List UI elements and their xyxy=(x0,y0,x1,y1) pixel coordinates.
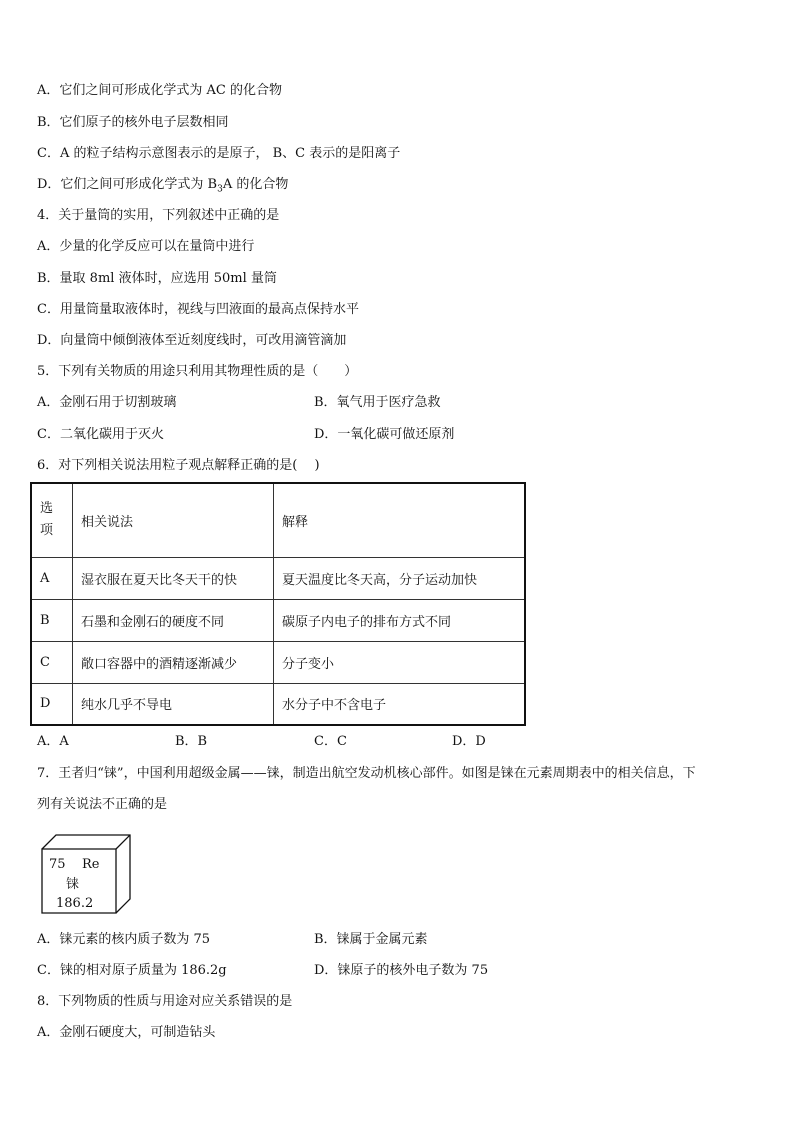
q3-option-b: B．它们原子的核外电子层数相同 xyxy=(37,115,229,130)
q7-stem-line2: 列有关说法不正确的是 xyxy=(37,797,168,812)
element-symbol: Re xyxy=(82,857,100,872)
row-option: C xyxy=(31,641,73,683)
table-row xyxy=(31,599,525,641)
element-cell-figure xyxy=(34,833,134,918)
q7-option-b: B．铼属于金属元素 xyxy=(314,932,428,947)
header-option-line1: 选 xyxy=(40,501,54,517)
q5-option-b: B．氧气用于医疗急救 xyxy=(314,395,441,410)
q8-stem: 8．下列物质的性质与用途对应关系错误的是 xyxy=(37,994,293,1009)
q6-stem: 6．对下列相关说法用粒子观点解释正确的是( ) xyxy=(37,458,320,473)
row-option: A xyxy=(31,557,73,599)
q7-option-a: A．铼元素的核内质子数为 75 xyxy=(37,932,211,947)
element-atomic-number: 75 xyxy=(49,857,66,872)
q6-table xyxy=(30,482,526,726)
q3-option-c: C．A 的粒子结构示意图表示的是原子， B、C 表示的是阳离子 xyxy=(37,146,401,161)
row-explanation: 水分子中不含电子 xyxy=(274,683,526,725)
q3-option-d xyxy=(37,176,288,199)
q3-option-d-subscript: 3 xyxy=(217,184,223,195)
q7-option-c: C．铼的相对原子质量为 186.2g xyxy=(37,963,227,978)
q3-option-a: A．它们之间可形成化学式为 AC 的化合物 xyxy=(37,83,282,98)
row-option: B xyxy=(31,599,73,641)
q6-option-a: A．A xyxy=(37,734,69,749)
row-statement: 湿衣服在夏天比冬天干的快 xyxy=(73,557,274,599)
q3-option-d-text: D．它们之间可形成化学式为 B xyxy=(37,177,218,192)
q5-option-d: D．一氧化碳可做还原剂 xyxy=(314,427,455,442)
row-statement: 敞口容器中的酒精逐渐减少 xyxy=(73,641,274,683)
q6-option-d: D．D xyxy=(452,734,486,749)
header-explanation-cell: 解释 xyxy=(274,483,526,557)
q5-option-c: C．二氧化碳用于灭火 xyxy=(37,427,164,442)
table-row xyxy=(31,683,525,725)
q7-option-d: D．铼原子的核外电子数为 75 xyxy=(314,963,489,978)
header-option-cell xyxy=(31,483,73,557)
q5-stem: 5．下列有关物质的用途只利用其物理性质的是（ ） xyxy=(37,364,358,379)
element-atomic-mass: 186.2 xyxy=(56,896,94,911)
q7-stem-line1: 7．王者归“铼”，中国利用超级金属——铼，制造出航空发动机核心部件。如图是铼在元素周期表中的相关信息，下 xyxy=(37,766,696,781)
q6-option-b: B．B xyxy=(175,734,208,749)
header-statement-cell: 相关说法 xyxy=(73,483,274,557)
q4-option-d: D．向量筒中倾倒液体至近刻度线时，可改用滴管滴加 xyxy=(37,333,347,348)
row-explanation: 分子变小 xyxy=(274,641,526,683)
q8-option-a: A．金刚石硬度大，可制造钻头 xyxy=(37,1025,216,1040)
row-statement: 石墨和金刚石的硬度不同 xyxy=(73,599,274,641)
q3-option-d-tail: A 的化合物 xyxy=(222,177,289,192)
table-row xyxy=(31,557,525,599)
q4-option-b: B．量取 8ml 液体时，应选用 50ml 量筒 xyxy=(37,271,277,286)
q4-option-c: C．用量筒量取液体时，视线与凹液面的最高点保持水平 xyxy=(37,302,359,317)
row-explanation: 夏天温度比冬天高，分子运动加快 xyxy=(274,557,526,599)
q6-option-c: C．C xyxy=(314,734,347,749)
element-name: 铼 xyxy=(66,877,80,892)
header-option-line2: 项 xyxy=(40,523,54,539)
table-header-row xyxy=(31,483,525,557)
row-statement: 纯水几乎不导电 xyxy=(73,683,274,725)
q4-stem: 4．关于量筒的实用，下列叙述中正确的是 xyxy=(37,208,280,223)
q5-option-a: A．金刚石用于切割玻璃 xyxy=(37,395,177,410)
row-explanation: 碳原子内电子的排布方式不同 xyxy=(274,599,526,641)
table-row xyxy=(31,641,525,683)
q4-option-a: A．少量的化学反应可以在量筒中进行 xyxy=(37,239,255,254)
row-option: D xyxy=(31,683,73,725)
